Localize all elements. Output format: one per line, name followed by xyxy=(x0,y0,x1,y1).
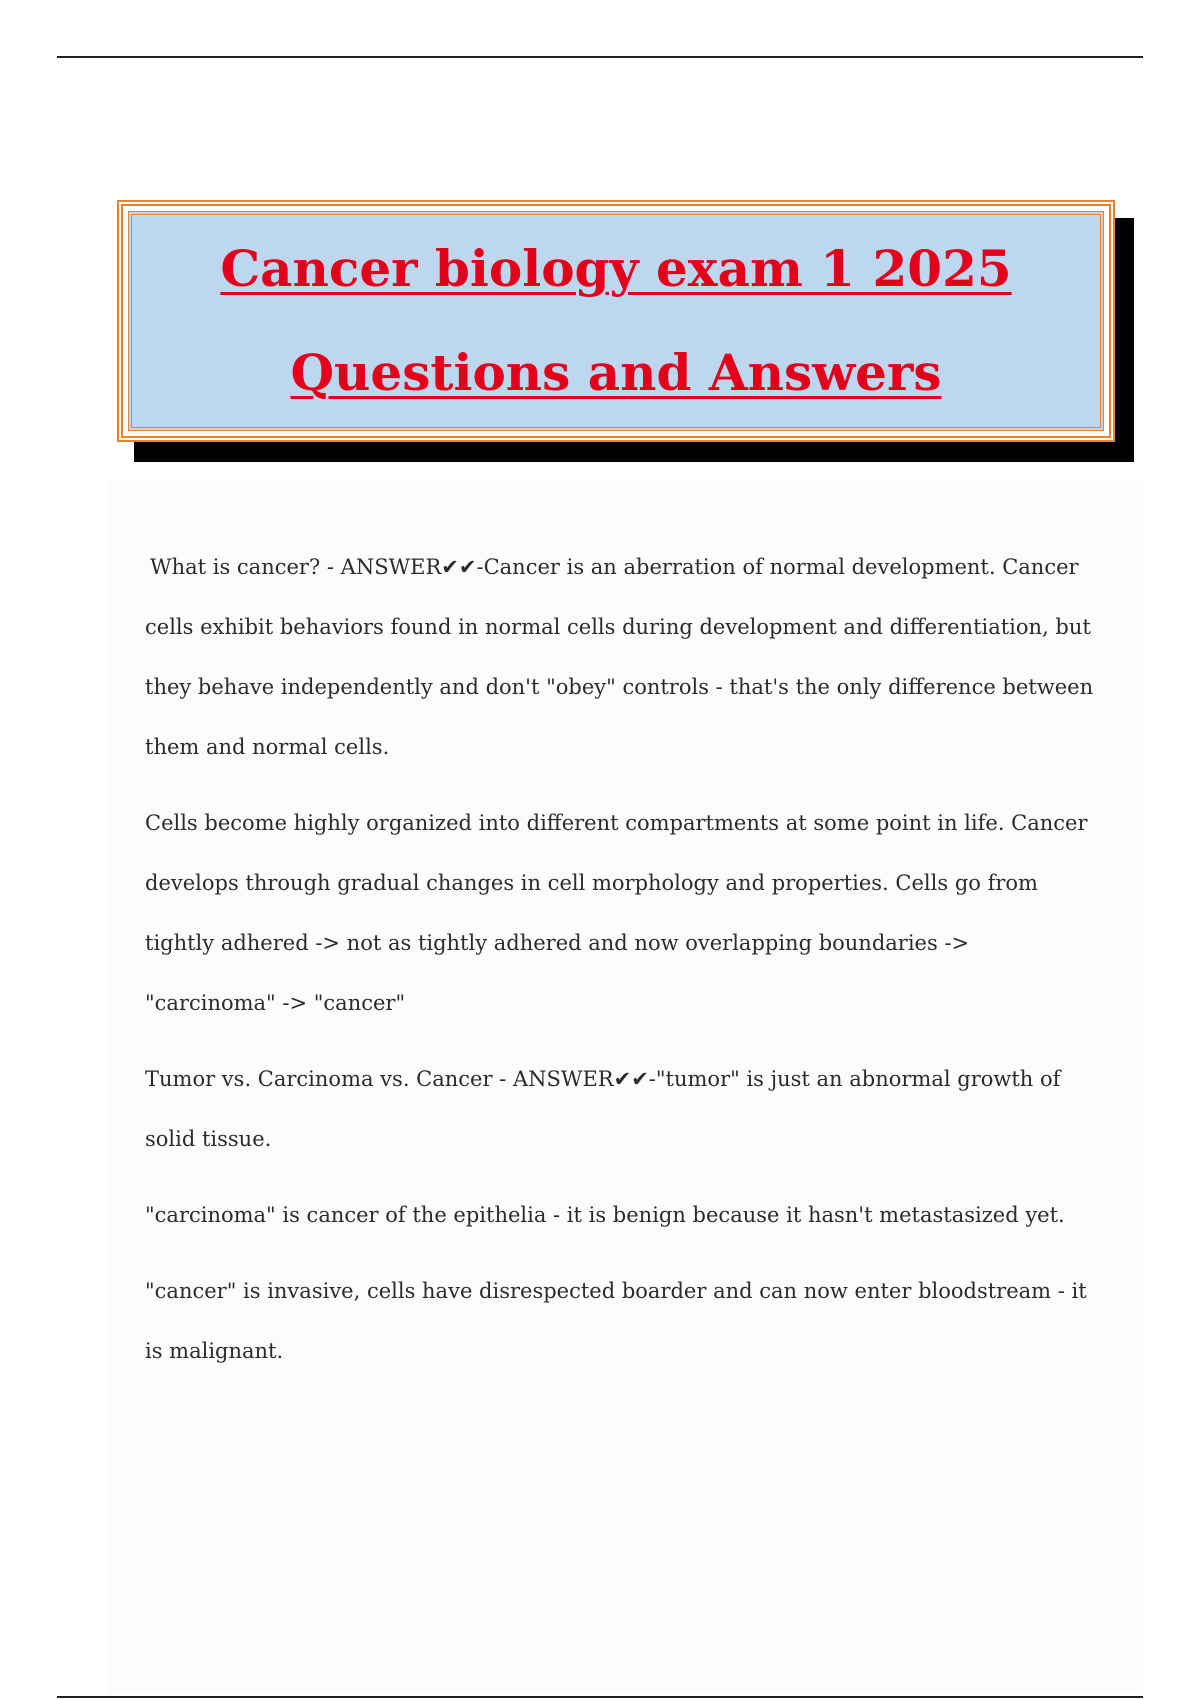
document-body xyxy=(145,537,1095,1397)
top-rule xyxy=(57,56,1143,58)
paragraph-what-is-cancer: What is cancer? - ANSWER✔✔-Cancer is an aberration of normal development. Cancer cells exhibit behaviors found in normal cells during development and differentiation, but they behave independently and don't "obey" controls - that's the only difference between them and normal cells. xyxy=(145,555,1094,759)
document-title-line-1: Cancer biology exam 1 2025 xyxy=(220,239,1012,298)
paragraph-tumor-vs-carcinoma: Tumor vs. Carcinoma vs. Cancer - ANSWER✔✔-"tumor" is just an abnormal growth of solid tissue. xyxy=(145,1067,1061,1151)
paragraph-cancer-definition: "cancer" is invasive, cells have disrespected boarder and can now enter bloodstream - it is malignant. xyxy=(145,1279,1087,1363)
paragraph-carcinoma-definition: "carcinoma" is cancer of the epithelia - it is benign because it hasn't metastasized yet. xyxy=(145,1203,1065,1227)
paragraph-cell-organization: Cells become highly organized into different compartments at some point in life. Cancer develops through gradual changes in cell morphology and properties. Cells go from tightly adhered -> not as tightly adhered and now overlapping boundaries -> "carcinoma" -> "cancer" xyxy=(145,811,1088,1015)
bottom-rule xyxy=(57,1696,1143,1698)
document-title-line-2: Questions and Answers xyxy=(290,343,942,402)
title-box xyxy=(117,200,1115,442)
title-box-inner xyxy=(128,211,1104,431)
